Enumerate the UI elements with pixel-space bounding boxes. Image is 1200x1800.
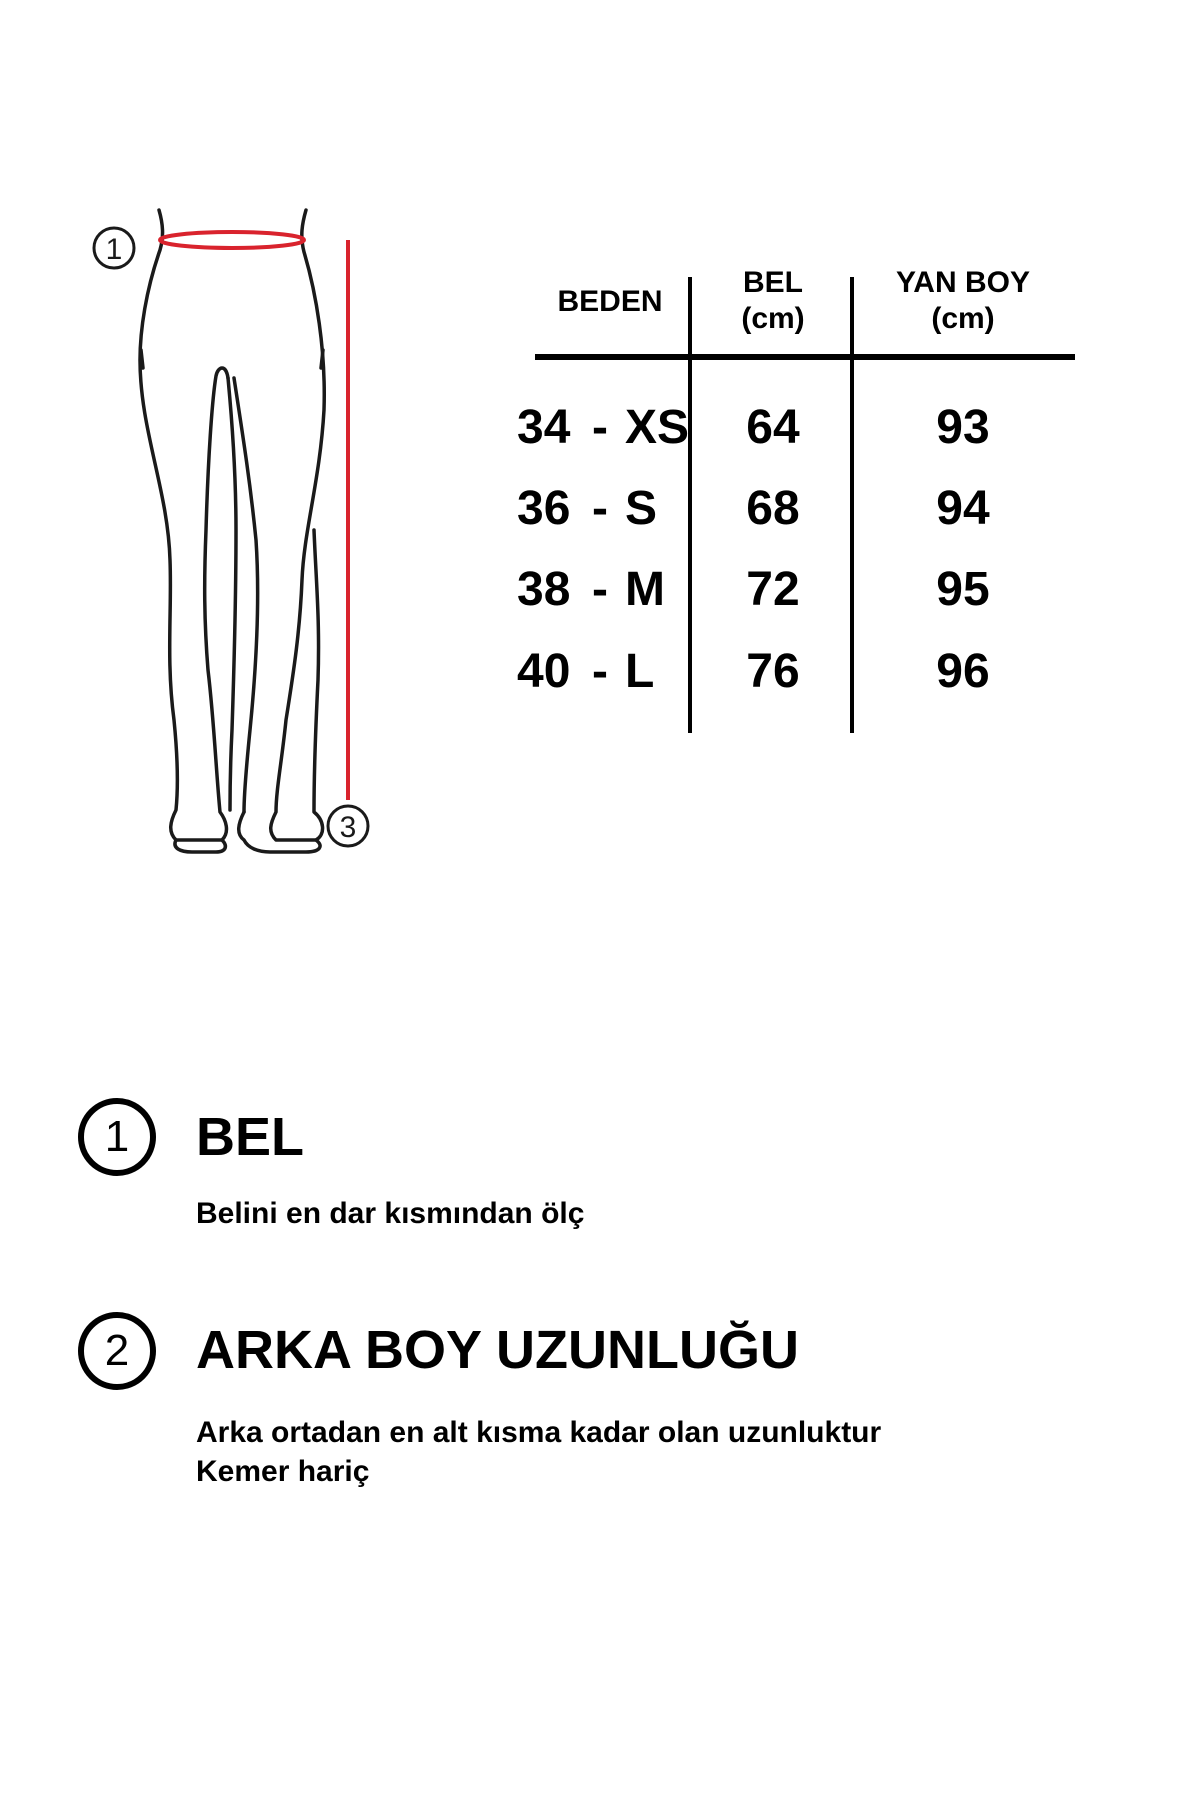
size-separator: -: [592, 401, 608, 454]
legend-number-badge: 2: [78, 1312, 156, 1390]
waist-value: 68: [746, 482, 800, 535]
waist-value: 76: [746, 645, 800, 698]
size-separator: -: [592, 645, 608, 698]
leggings-diagram: [80, 200, 400, 880]
length-value: 95: [936, 563, 990, 616]
size-separator: -: [592, 482, 608, 535]
header-length-unit: (cm): [931, 302, 995, 335]
header-length: [863, 265, 1063, 337]
size-letter: XS: [625, 401, 690, 454]
header-waist-unit: (cm): [741, 302, 805, 335]
length-value: 94: [936, 482, 990, 535]
legend-description-note: Kemer hariç: [196, 1455, 370, 1488]
size-number: 36: [517, 482, 571, 535]
size-separator: -: [592, 563, 608, 616]
legend-title: BEL: [196, 1107, 304, 1167]
length-value: 93: [936, 401, 990, 454]
header-length-label: YAN BOY: [896, 266, 1030, 299]
size-letter: S: [625, 482, 658, 535]
header-divider: [535, 354, 1075, 360]
legend-description: Belini en dar kısmından ölç: [196, 1197, 585, 1230]
length-marker: [328, 806, 368, 846]
header-waist-label: BEL: [743, 266, 803, 299]
waist-value: 72: [746, 563, 800, 616]
size-number: 34: [517, 401, 571, 454]
header-size-label: BEDEN: [557, 285, 663, 318]
size-letter: L: [625, 645, 655, 698]
length-marker-label: 3: [339, 811, 357, 844]
leggings-outline-icon: [140, 210, 324, 852]
legend-description: Arka ortadan en alt kısma kadar olan uzunluktur: [196, 1416, 882, 1449]
waist-marker: [94, 228, 134, 268]
waist-value: 64: [746, 401, 800, 454]
legend-number-badge: 1: [78, 1098, 156, 1176]
size-number: 38: [517, 563, 571, 616]
size-letter: M: [625, 563, 665, 616]
header-size: [535, 284, 685, 320]
size-number: 40: [517, 645, 571, 698]
length-value: 96: [936, 645, 990, 698]
header-waist: [693, 265, 853, 337]
waist-measure-line: [160, 232, 304, 248]
legend-title: ARKA BOY UZUNLUĞU: [196, 1320, 799, 1380]
waist-marker-label: 1: [105, 233, 123, 266]
column-divider-1: [688, 277, 692, 733]
